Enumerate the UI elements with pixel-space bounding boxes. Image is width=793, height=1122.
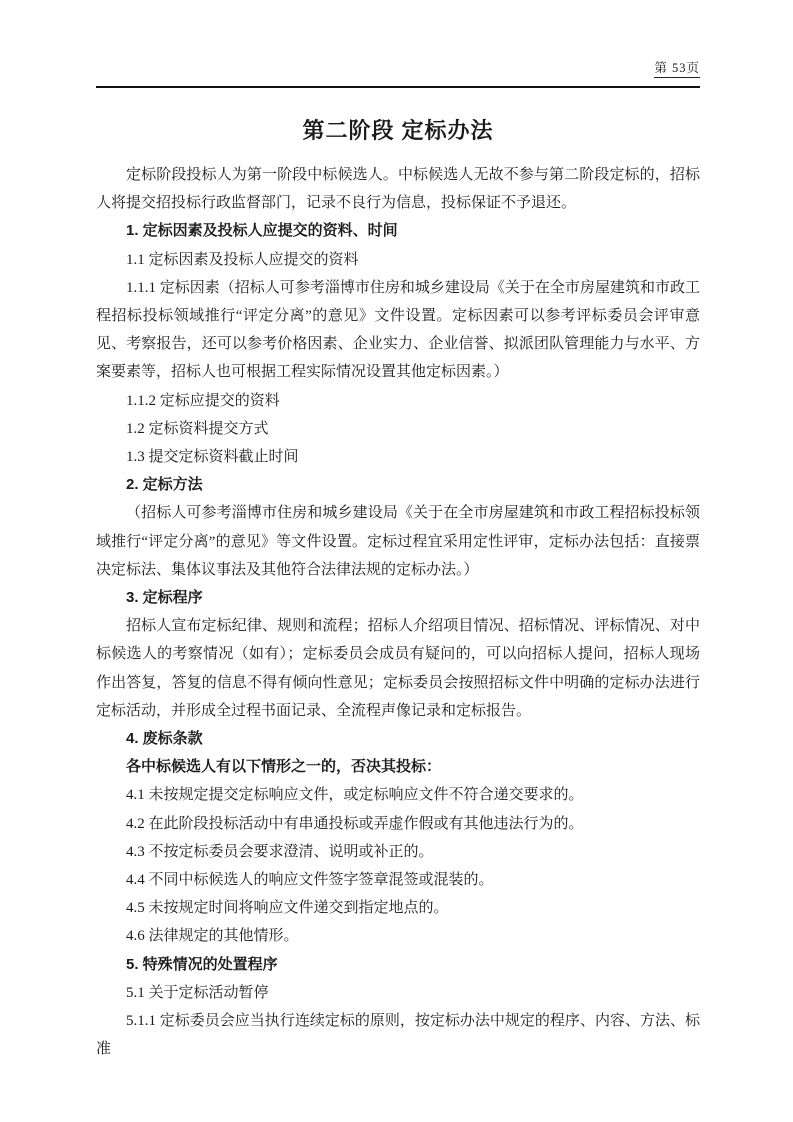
paragraph: 1.1 定标因素及投标人应提交的资料 — [126, 251, 359, 268]
paragraph: 5.1 关于定标活动暂停 — [126, 984, 269, 1001]
paragraph: 招标人宣布定标纪律、规则和流程；招标人介绍项目情况、招标情况、评标情况、对中标候选人的考察情况（如有）；定标委员会成员有疑问的，可以向招标人提问，招标人现场作出答复，答复的信息不得有倾向性意见；定标委员会按照招标文件中明确的定标办法进行定标活动，并形成全过程书面记录、全流程声像记录和定标报告。 — [96, 618, 700, 719]
paragraph: 4.6 法律规定的其他情形。 — [126, 928, 299, 945]
section-heading: 各中标候选人有以下情形之一的，否决其投标： — [126, 758, 442, 776]
section-heading: 3. 定标程序 — [126, 589, 203, 607]
paragraph: 1.1.1 定标因素（招标人可参考淄博市住房和城乡建设局《关于在全市房屋建筑和市政工程招标投标领域推行“评定分离”的意见》文件设置。定标因素可以参考评标委员会评审意见、考察报告，还可以参考价格因素、企业实力、企业信誉、拟派团队管理能力与水平、方案要素等，招标人也可根据工程实际情况设置其他定标因素。） — [96, 279, 700, 381]
paragraph: 4.1 未按规定提交定标响应文件，或定标响应文件不符合递交要求的。 — [126, 787, 584, 804]
paragraph: 4.5 未按规定时间将响应文件递交到指定地点的。 — [126, 900, 449, 917]
paragraph: 1.3 提交定标资料截止时间 — [126, 449, 299, 466]
section-heading: 2. 定标方法 — [126, 476, 203, 494]
page-title: 第二阶段 定标办法 — [302, 118, 494, 143]
paragraph: 4.4 不同中标候选人的响应文件签字签章混签或混装的。 — [126, 872, 494, 889]
paragraph: 4.2 在此阶段投标活动中有串通投标或弄虚作假或有其他违法行为的。 — [126, 815, 584, 832]
paragraph: 1.1.2 定标应提交的资料 — [126, 392, 280, 409]
paragraph: 5.1.1 定标委员会应当执行连续定标的原则，按定标办法中规定的程序、内容、方法、标准 — [96, 1013, 700, 1058]
paragraph: 4.3 不按定标委员会要求澄清、说明或补正的。 — [126, 843, 434, 860]
paragraph: 定标阶段投标人为第一阶段中标候选人。中标候选人无故不参与第二阶段定标的，招标人将提交招投标行政监督部门，记录不良行为信息，投标保证不予退还。 — [96, 167, 700, 212]
section-heading: 4. 废标条款 — [126, 730, 203, 748]
section-heading: 1. 定标因素及投标人应提交的资料、时间 — [126, 222, 398, 240]
document-body — [96, 161, 700, 1064]
page-number: 第 53页 — [654, 58, 700, 78]
document-page — [96, 0, 700, 1064]
paragraph: （招标人可参考淄博市住房和城乡建设局《关于在全市房屋建筑和市政工程招标投标领域推行“评定分离”的意见》等文件设置。定标过程宜采用定性评审，定标办法包括：直接票决定标法、集体议事法及其他符合法律法规的定标办法。） — [96, 505, 700, 578]
header-rule — [96, 86, 700, 88]
section-heading: 5. 特殊情况的处置程序 — [126, 955, 278, 973]
paragraph: 1.2 定标资料提交方式 — [126, 420, 269, 437]
